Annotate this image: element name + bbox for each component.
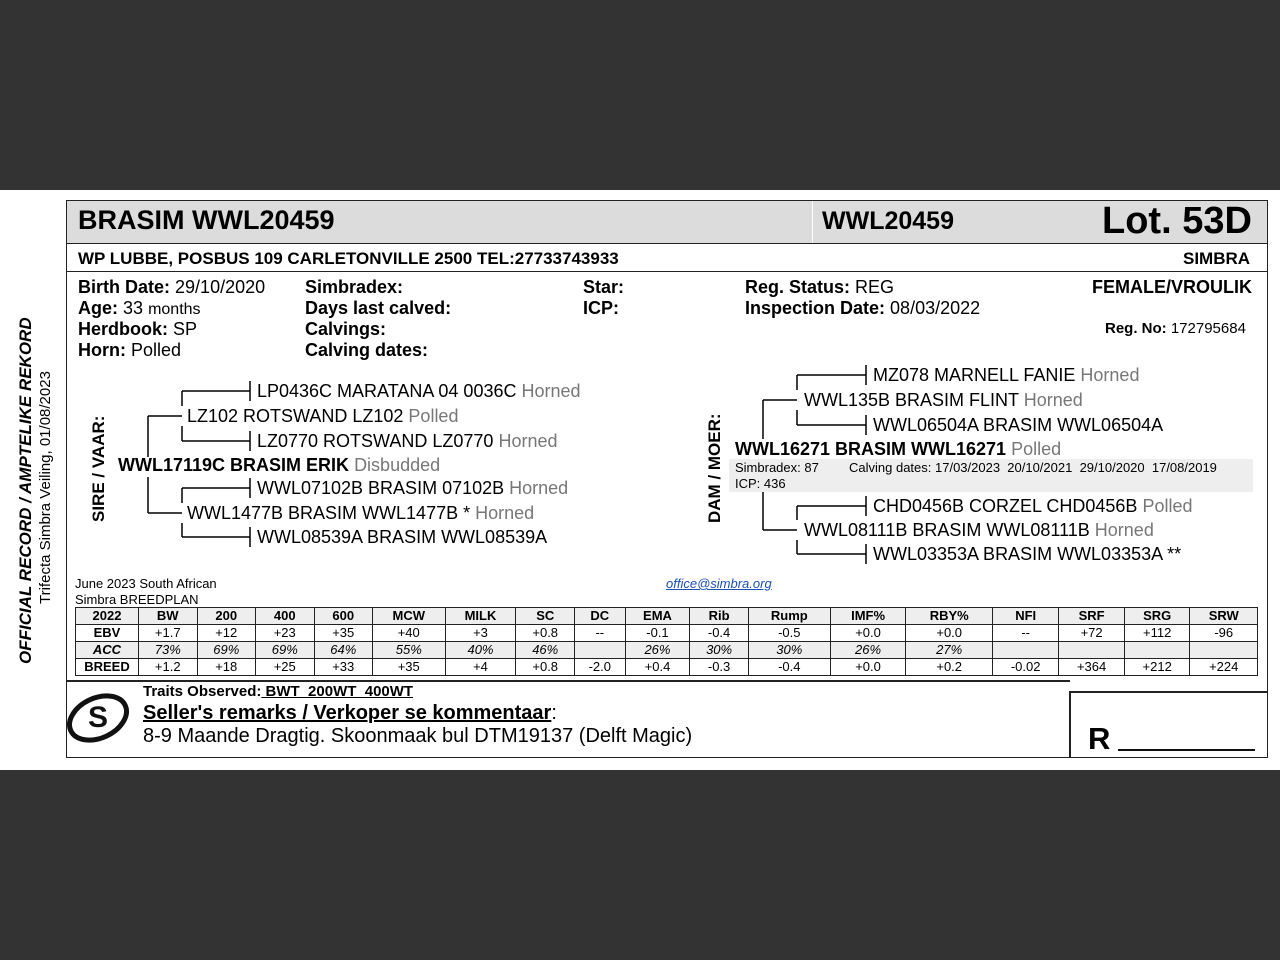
ebv-header-cell: MILK <box>445 608 516 625</box>
breed-cell: +1.2 <box>139 659 198 676</box>
dam-icp: ICP: 436 <box>735 476 786 491</box>
simbradex-label: Simbradex: <box>305 277 404 297</box>
owner-address: WP LUBBE, POSBUS 109 CARLETONVILLE 2500 TEL:27733743933 <box>78 249 619 268</box>
sire-sire-sire: LP0436C MARATANA 04 0036C Horned <box>257 381 581 401</box>
ebv-header-cell: SRF <box>1059 608 1125 625</box>
ebv-header-cell: Rib <box>690 608 749 625</box>
sellers-remarks-text: 8-9 Maande Dragtig. Skoonmaak bul DTM19137 (Delft Magic) <box>143 725 693 747</box>
acc-cell: 30% <box>748 642 830 659</box>
breed-cell: +33 <box>314 659 373 676</box>
acc-cell: 30% <box>690 642 749 659</box>
acc-cell: 26% <box>625 642 690 659</box>
acc-cell: 69% <box>256 642 315 659</box>
sale-label: Trifecta Simbra Veiling, 01/08/2023 <box>37 371 54 604</box>
sire-sire: LZ102 ROTSWAND LZ102 Polled <box>187 406 459 426</box>
ebv-cell: +23 <box>256 625 315 642</box>
breed-cell: +224 <box>1190 659 1258 676</box>
sex-label: FEMALE/VROULIK <box>1092 277 1252 297</box>
breed-label: SIMBRA <box>1183 249 1251 268</box>
ebv-header-cell: DC <box>574 608 625 625</box>
r-box-top <box>1069 691 1268 693</box>
acc-cell: 64% <box>314 642 373 659</box>
acc-cell: 69% <box>197 642 256 659</box>
reg-number: Reg. No: 172795684 <box>1105 320 1246 337</box>
birth-date: Birth Date: 29/10/2020 <box>78 277 266 297</box>
sire-side-label: SIRE / VAAR: <box>89 415 108 522</box>
breed-cell: -2.0 <box>574 659 625 676</box>
star-label: Star: <box>583 277 625 297</box>
acc-cell <box>1124 642 1190 659</box>
acc-cell: 40% <box>445 642 516 659</box>
breed-cell: +0.8 <box>516 659 575 676</box>
ebv-cell: +35 <box>314 625 373 642</box>
breed-cell: +4 <box>445 659 516 676</box>
age: Age: 33 months <box>78 298 201 318</box>
ebv-header-cell: 200 <box>197 608 256 625</box>
ebv-header-row <box>76 608 1258 625</box>
logo-letter: S <box>87 701 109 734</box>
dam-sire: WWL135B BRASIM FLINT Horned <box>804 390 1083 410</box>
breed-cell: BREED <box>76 659 139 676</box>
breed-cell: -0.4 <box>748 659 830 676</box>
ebv-cell: +1.7 <box>139 625 198 642</box>
dam-side-label: DAM / MOER: <box>705 413 724 523</box>
ebv-cell: +40 <box>373 625 446 642</box>
dam-name: WWL16271 BRASIM WWL16271 Polled <box>735 439 1062 459</box>
ebv-cell: +0.8 <box>516 625 575 642</box>
breed-row <box>76 659 1258 676</box>
r-box-left <box>1069 691 1071 758</box>
lot-number: Lot. 53D <box>1102 200 1252 242</box>
sire-sire-dam: LZ0770 ROTSWAND LZ0770 Horned <box>257 431 558 451</box>
breedplan-line1: June 2023 South African <box>75 576 217 591</box>
ebv-cell: EBV <box>76 625 139 642</box>
acc-cell: 27% <box>906 642 993 659</box>
ebv-cell: +0.0 <box>830 625 906 642</box>
breedplan-line2: Simbra BREEDPLAN <box>75 592 199 607</box>
acc-cell <box>574 642 625 659</box>
r-label: R <box>1088 721 1111 756</box>
ebv-table <box>75 607 1258 676</box>
ebv-header-cell: SC <box>516 608 575 625</box>
official-record-label: OFFICIAL RECORD / AMPTELIKE REKORD <box>16 317 35 664</box>
icp-label: ICP: <box>583 298 619 318</box>
breed-cell: +212 <box>1124 659 1190 676</box>
acc-row <box>76 642 1258 659</box>
ebv-header-cell: EMA <box>625 608 690 625</box>
ebv-header-cell: MCW <box>373 608 446 625</box>
breed-cell: +0.4 <box>625 659 690 676</box>
breed-cell: +364 <box>1059 659 1125 676</box>
ebv-cell: -96 <box>1190 625 1258 642</box>
reg-status: Reg. Status: REG <box>745 277 895 297</box>
acc-cell <box>1190 642 1258 659</box>
sire-dam-sire: WWL07102B BRASIM 07102B Horned <box>257 478 569 498</box>
herdbook: Herdbook: SP <box>78 319 198 339</box>
breed-cell: +25 <box>256 659 315 676</box>
ebv-cell: +3 <box>445 625 516 642</box>
breed-cell: -0.02 <box>993 659 1059 676</box>
animal-id: WWL20459 <box>822 207 954 235</box>
calving-dates-label: Calving dates: <box>305 340 429 360</box>
sellers-remarks-title: Seller's remarks / Verkoper se kommentaar: <box>143 702 557 724</box>
ebv-header-cell: Rump <box>748 608 830 625</box>
acc-cell: 55% <box>373 642 446 659</box>
days-last-calved-label: Days last calved: <box>305 298 452 318</box>
dam-dam-sire: CHD0456B CORZEL CHD0456B Polled <box>873 496 1193 516</box>
acc-cell: 73% <box>139 642 198 659</box>
breed-cell: +35 <box>373 659 446 676</box>
ebv-header-cell: NFI <box>993 608 1059 625</box>
ebv-cell: +0.0 <box>906 625 993 642</box>
dam-simbradex: Simbradex: 87 <box>735 460 819 475</box>
sire-name: WWL17119C BRASIM ERIK Disbudded <box>118 455 441 475</box>
ebv-header-cell: IMF% <box>830 608 906 625</box>
dam-dam: WWL08111B BRASIM WWL08111B Horned <box>804 520 1154 540</box>
acc-cell: ACC <box>76 642 139 659</box>
ebv-header-cell: 2022 <box>76 608 139 625</box>
ebv-cell: -0.1 <box>625 625 690 642</box>
email-link[interactable]: office@simbra.org <box>666 576 772 591</box>
sire-dam-dam: WWL08539A BRASIM WWL08539A <box>257 527 548 547</box>
dam-dam-dam: WWL03353A BRASIM WWL03353A ** <box>873 544 1182 564</box>
traits-observed: Traits Observed: BWT 200WT 400WT <box>143 683 414 700</box>
dam-calving-dates: Calving dates: 17/03/2023 20/10/2021 29/10/2020 17/08/2019 <box>849 460 1217 475</box>
calvings-label: Calvings: <box>305 319 387 339</box>
dam-sire-sire: MZ078 MARNELL FANIE Horned <box>873 365 1140 385</box>
simbra-logo-icon <box>64 688 136 746</box>
horn: Horn: Polled <box>78 340 182 360</box>
breed-cell: +18 <box>197 659 256 676</box>
breed-cell: +0.0 <box>830 659 906 676</box>
breed-cell: +0.2 <box>906 659 993 676</box>
ebv-header-cell: 600 <box>314 608 373 625</box>
ebv-cell: +72 <box>1059 625 1125 642</box>
inspection-date: Inspection Date: 08/03/2022 <box>745 298 981 318</box>
ebv-header-cell: RBY% <box>906 608 993 625</box>
ebv-row <box>76 625 1258 642</box>
sire-dam: WWL1477B BRASIM WWL1477B * Horned <box>187 503 535 523</box>
ebv-header-cell: SRG <box>1124 608 1190 625</box>
ebv-cell: +12 <box>197 625 256 642</box>
ebv-cell: -- <box>993 625 1059 642</box>
acc-cell <box>1059 642 1125 659</box>
ebv-header-cell: 400 <box>256 608 315 625</box>
ebv-cell: -- <box>574 625 625 642</box>
acc-cell: 46% <box>516 642 575 659</box>
breed-cell: -0.3 <box>690 659 749 676</box>
ebv-cell: +112 <box>1124 625 1190 642</box>
dam-sire-dam: WWL06504A BRASIM WWL06504A <box>873 415 1164 435</box>
ebv-cell: -0.4 <box>690 625 749 642</box>
ebv-cell: -0.5 <box>748 625 830 642</box>
acc-cell <box>993 642 1059 659</box>
acc-cell: 26% <box>830 642 906 659</box>
footer-divider <box>66 680 1070 682</box>
r-signature-line[interactable] <box>1118 749 1255 751</box>
ebv-header-cell: BW <box>139 608 198 625</box>
ebv-header-cell: SRW <box>1190 608 1258 625</box>
animal-name: BRASIM WWL20459 <box>78 205 335 235</box>
